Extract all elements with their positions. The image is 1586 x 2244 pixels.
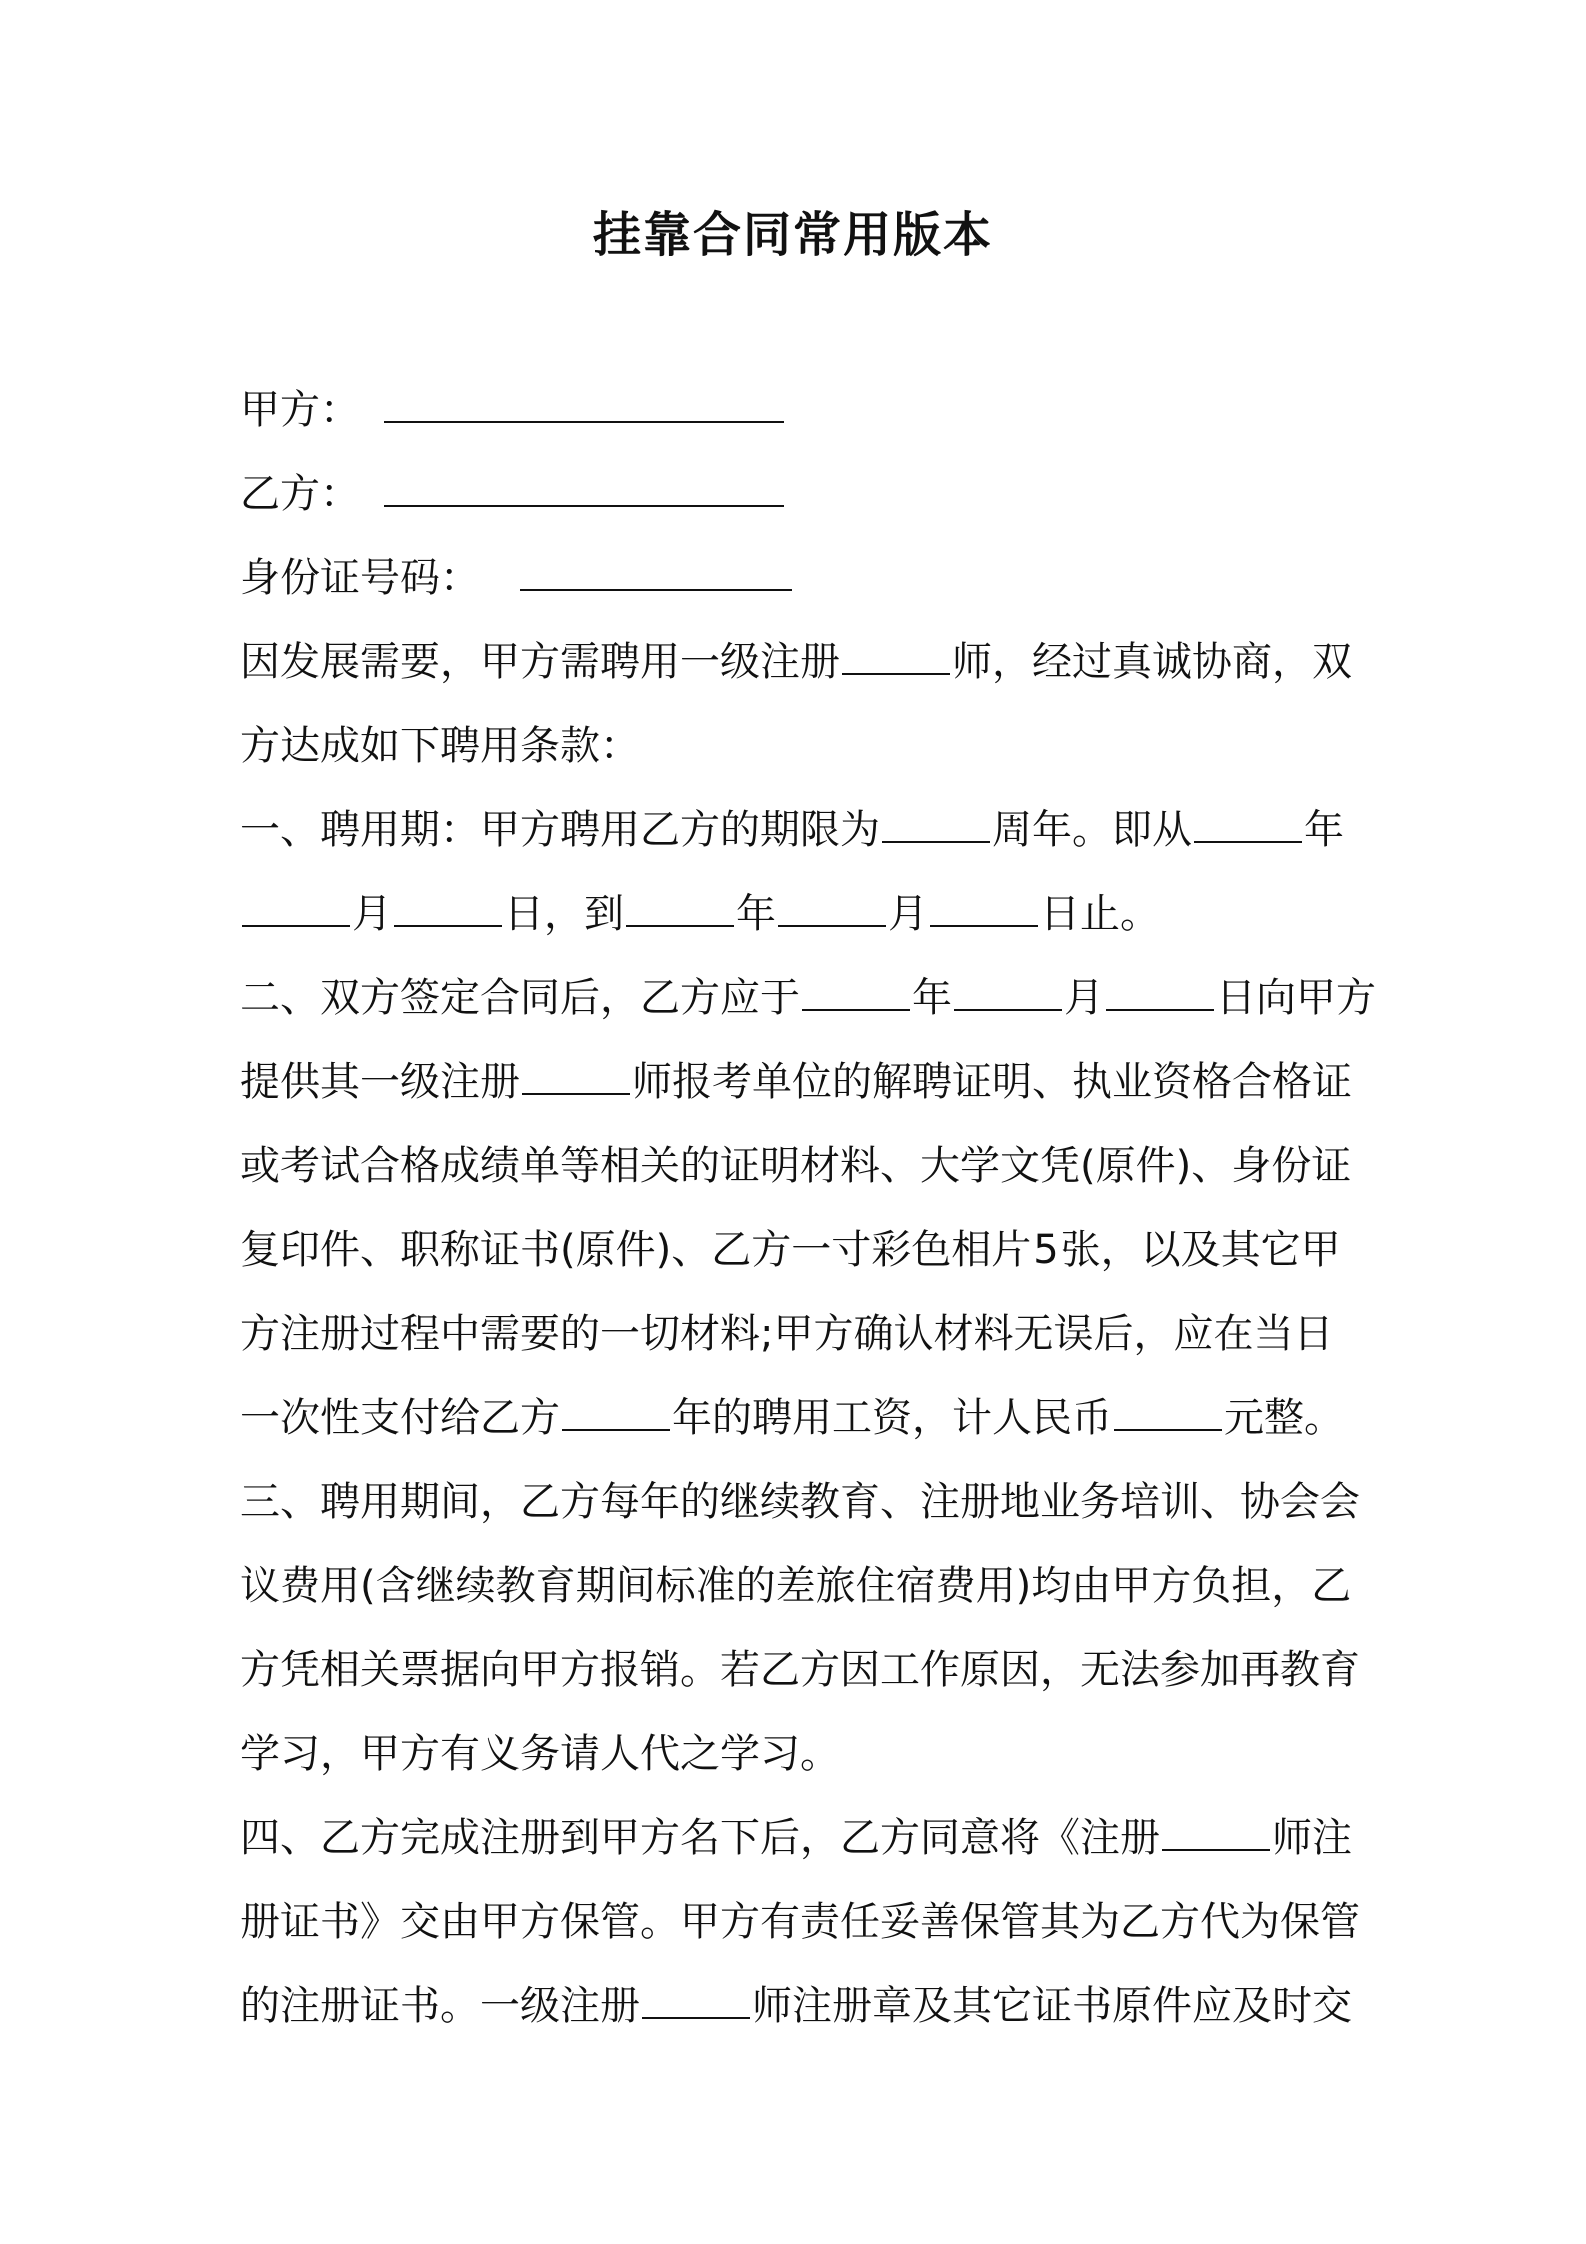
text-span: 方凭相关票据向甲方报销。若乙方因工作原因，无法参加再教育 [240, 1647, 1360, 1693]
fill-blank [778, 885, 886, 927]
text-span: 年 [736, 891, 776, 937]
party-b-blank [384, 465, 784, 507]
clause-1-line-1 [240, 788, 1360, 872]
document-body [240, 368, 1376, 2048]
text-span: 议费用(含继续教育期间标准的差旅住宿费用)均由甲方负担，乙 [240, 1563, 1352, 1609]
text-span: 的注册证书。一级注册 [240, 1983, 640, 2029]
text-span: 三、聘用期间，乙方每年的继续教育、注册地业务培训、协会会 [240, 1479, 1360, 1525]
text-span: 因发展需要，甲方需聘用一级注册 [240, 639, 840, 685]
intro-line-1 [240, 620, 1360, 704]
clause-2-line-4 [240, 1208, 1360, 1292]
text-span: 张，以及其它甲 [1060, 1227, 1341, 1273]
text-span: 月 [1064, 975, 1104, 1021]
clause-3-line-3 [240, 1628, 1360, 1712]
text-span: 一、聘用期：甲方聘用乙方的期限为 [240, 807, 880, 853]
text-span: 复印件、职称证书(原件)、乙方一寸彩色相片 [240, 1227, 1032, 1273]
text-span: 年 [1304, 807, 1344, 853]
clause-3-line-1 [240, 1460, 1360, 1544]
id-number-line [240, 536, 1360, 620]
id-number-blank [520, 549, 792, 591]
fill-blank [562, 1389, 670, 1431]
fill-blank [842, 633, 950, 675]
clause-2-line-6 [240, 1376, 1360, 1460]
clause-4-line-3 [240, 1964, 1360, 2048]
text-span: 周年。即从 [992, 807, 1192, 853]
text-span: 提供其一级注册 [240, 1059, 520, 1105]
party-b-label: 乙方： [240, 471, 360, 517]
text-span: 一次性支付给乙方 [240, 1395, 560, 1441]
party-a-label: 甲方： [240, 387, 360, 433]
text-span: 师注 [1272, 1815, 1352, 1861]
text-span: 师注册章及其它证书原件应及时交 [752, 1983, 1352, 2029]
text-span: 日向甲方 [1216, 975, 1376, 1021]
fill-blank [882, 801, 990, 843]
text-span: 二、双方签定合同后，乙方应于 [240, 975, 800, 1021]
text-span: 师报考单位的解聘证明、执业资格合格证 [632, 1059, 1352, 1105]
text-span: 日，到 [504, 891, 624, 937]
text-span: 四、乙方完成注册到甲方名下后，乙方同意将《注册 [240, 1815, 1160, 1861]
fill-blank [1162, 1809, 1270, 1851]
party-a-line [240, 368, 1360, 452]
text-span: 元整。 [1224, 1395, 1344, 1441]
text-span: 方达成如下聘用条款： [240, 723, 640, 769]
text-span: 日止。 [1040, 891, 1160, 937]
text-span: 月 [352, 891, 392, 937]
text-span: 或考试合格成绩单等相关的证明材料、大学文凭(原件)、身份证 [240, 1143, 1352, 1189]
clause-2-line-1 [240, 956, 1376, 1040]
clause-2-line-2 [240, 1040, 1360, 1124]
clause-2-line-5 [240, 1292, 1360, 1376]
clause-2-line-3 [240, 1124, 1360, 1208]
text-span: 月 [888, 891, 928, 937]
text-span: 方注册过程中需要的一切材料;甲方确认材料无误后，应在当日 [240, 1311, 1334, 1357]
intro-line-2 [240, 704, 1360, 788]
photo-count: 5 [1033, 1227, 1059, 1273]
clause-4-line-1 [240, 1796, 1360, 1880]
clause-1-line-2 [240, 872, 1360, 956]
party-b-line [240, 452, 1360, 536]
text-span: 年 [912, 975, 952, 1021]
text-span: 学习，甲方有义务请人代之学习。 [240, 1731, 840, 1777]
fill-blank [1106, 969, 1214, 1011]
fill-blank [522, 1053, 630, 1095]
fill-blank [930, 885, 1038, 927]
party-a-blank [384, 381, 784, 423]
clause-3-line-4 [240, 1712, 1360, 1796]
fill-blank [1194, 801, 1302, 843]
document-title: 挂靠合同常用版本 [592, 207, 993, 263]
fill-blank [394, 885, 502, 927]
clause-3-line-2 [240, 1544, 1360, 1628]
text-span: 册证书》交由甲方保管。甲方有责任妥善保管其为乙方代为保管 [240, 1899, 1360, 1945]
fill-blank [242, 885, 350, 927]
fill-blank [1114, 1389, 1222, 1431]
fill-blank [642, 1977, 750, 2019]
clause-4-line-2 [240, 1880, 1360, 1964]
fill-blank [626, 885, 734, 927]
fill-blank [802, 969, 910, 1011]
text-span: 师，经过真诚协商，双 [952, 639, 1352, 685]
fill-blank [954, 969, 1062, 1011]
text-span: 年的聘用工资，计人民币 [672, 1395, 1112, 1441]
id-number-label: 身份证号码： [240, 555, 480, 601]
